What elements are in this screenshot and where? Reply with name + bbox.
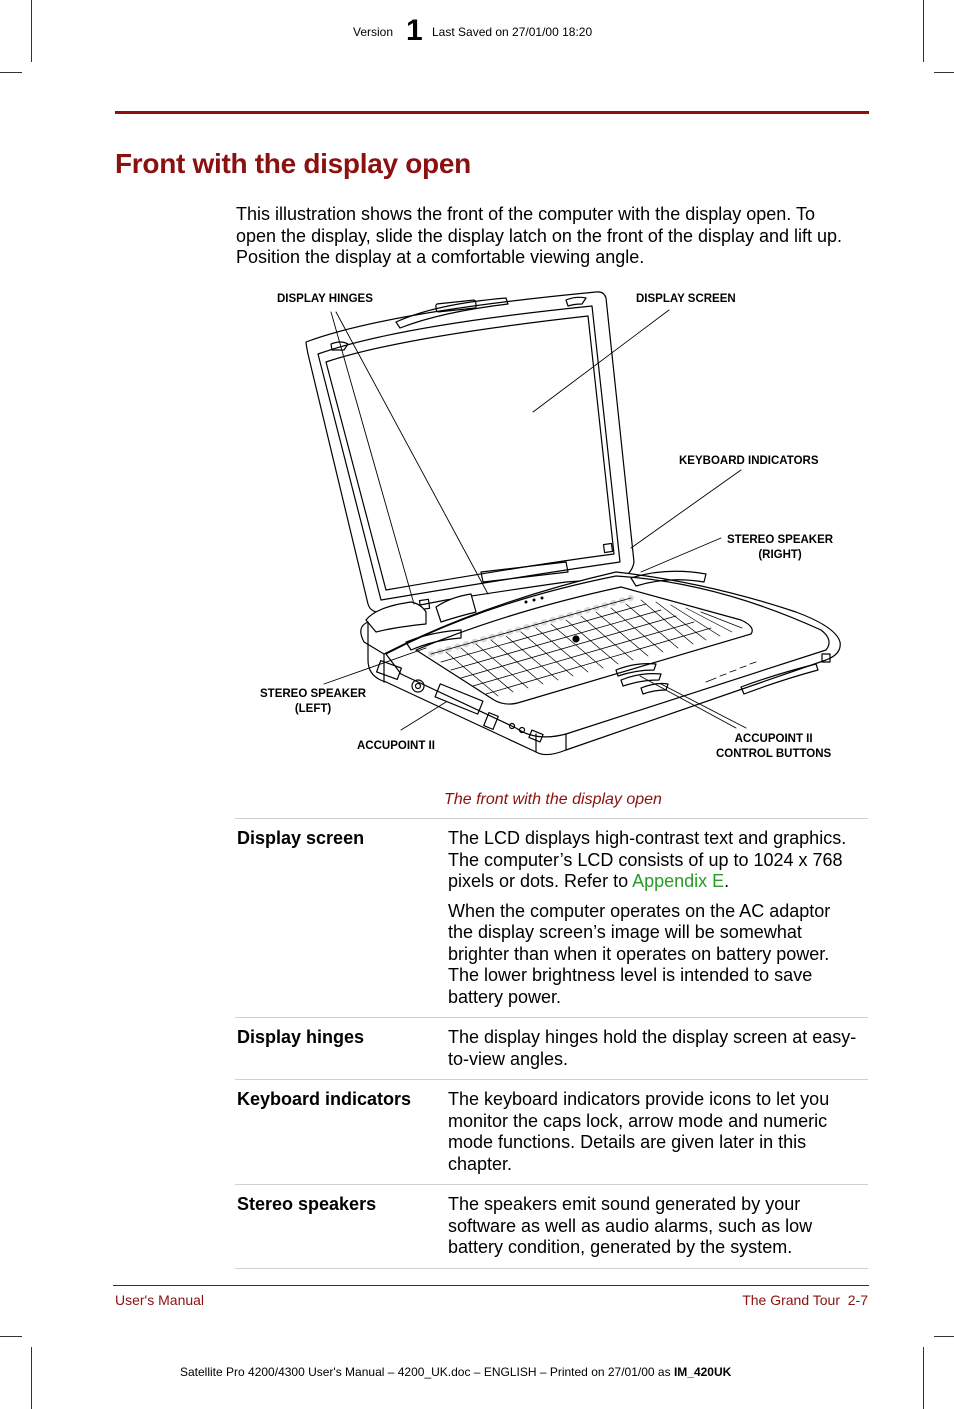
crop-mark <box>923 1347 924 1409</box>
term-display-hinges: Display hinges <box>237 1027 365 1047</box>
callout-stereo-speaker-right <box>727 533 833 563</box>
intro-paragraph: This illustration shows the front of the computer with the display open. To open the display, slide the display latch on the front of the display and lift up. Position the display at a comfortable viewing angle. <box>236 204 843 267</box>
definition-paragraph: The speakers emit sound generated by your software as well as audio alarms, such as low battery condition, generated by the system. <box>448 1194 813 1257</box>
definition-stereo-speakers <box>448 1194 858 1259</box>
crop-mark <box>0 72 22 73</box>
callout-line: STEREO SPEAKER <box>260 688 367 700</box>
version-label: Version <box>353 25 394 39</box>
callout-line: ACCUPOINT II <box>734 733 813 745</box>
print-code: IM_420UK <box>673 1365 732 1379</box>
callout-line: STEREO SPEAKER <box>727 534 834 546</box>
definition-paragraph: The display hinges hold the display screen at easy-to-view angles. <box>448 1027 857 1069</box>
laptop-illustration <box>236 282 866 782</box>
section-rule <box>115 111 869 114</box>
footer-manual-title: User's Manual <box>115 1292 205 1308</box>
callout-line: (RIGHT) <box>758 549 802 561</box>
crop-mark <box>934 72 954 73</box>
table-row <box>235 1184 868 1269</box>
crop-mark <box>934 1336 954 1337</box>
last-saved-text: Last Saved on 27/01/00 18:20 <box>432 25 593 39</box>
table-row <box>235 1079 868 1184</box>
definition-text: The LCD displays high-contrast text and graphics. The computer’s LCD consists of up to 1024 x 768 pixels or dots. Refer to <box>448 828 847 891</box>
appendix-e-link[interactable]: Appendix E <box>632 871 725 891</box>
table-row <box>235 818 868 1017</box>
print-info <box>180 1365 731 1379</box>
footer-page-number: The Grand Tour 2-7 <box>742 1292 868 1308</box>
term-stereo-speakers: Stereo speakers <box>237 1194 377 1214</box>
definition-display-hinges <box>448 1027 858 1070</box>
callout-accupoint-buttons <box>716 732 831 762</box>
figure-caption: The front with the display open <box>444 791 662 808</box>
crop-mark <box>0 1336 22 1337</box>
callout-line: (LEFT) <box>294 703 332 715</box>
term-display-screen: Display screen <box>237 828 365 848</box>
definition-text: . <box>724 871 730 891</box>
term-keyboard-indicators: Keyboard indicators <box>237 1089 412 1109</box>
crop-mark <box>923 0 924 62</box>
crop-mark <box>31 1347 32 1409</box>
description-table <box>235 818 868 1269</box>
definition-display-screen <box>448 828 858 1008</box>
definition-paragraph <box>448 828 858 893</box>
callout-accupoint: ACCUPOINT II <box>357 740 435 752</box>
callout-keyboard-indicators: KEYBOARD INDICATORS <box>679 455 819 467</box>
crop-mark <box>31 0 32 62</box>
callout-line: CONTROL BUTTONS <box>716 748 832 760</box>
callout-stereo-speaker-left <box>260 687 366 717</box>
callout-display-hinges: DISPLAY HINGES <box>277 293 373 305</box>
footer-rule <box>113 1285 869 1286</box>
table-row <box>235 1017 868 1079</box>
definition-paragraph: When the computer operates on the AC adaptor the display screen’s image will be somewhat brighter than when it operates on battery power. The lower brightness level is intended to save battery power. <box>448 900 831 1007</box>
print-info-text: Satellite Pro 4200/4300 User's Manual – 4200_UK.doc – ENGLISH – Printed on 27/01/00 as <box>180 1365 674 1379</box>
version-number: 1 <box>406 14 423 47</box>
definition-keyboard-indicators <box>448 1089 858 1175</box>
callout-display-screen: DISPLAY SCREEN <box>636 293 736 305</box>
definition-paragraph: The keyboard indicators provide icons to let you monitor the caps lock, arrow mode and numeric mode functions. Details are given later in this chapter. <box>448 1089 830 1174</box>
section-title: Front with the display open <box>115 148 471 179</box>
